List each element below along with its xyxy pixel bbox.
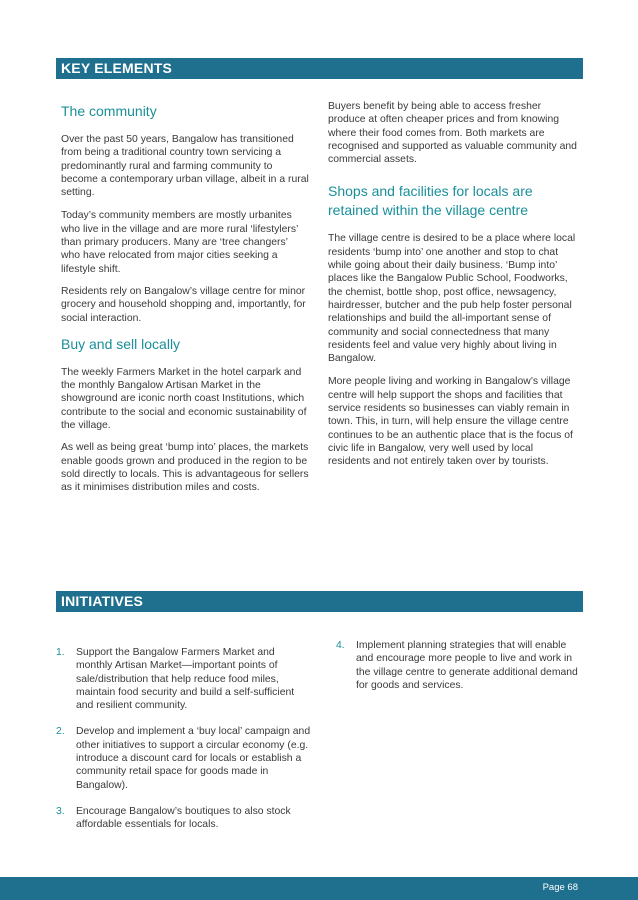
initiatives-list-right [336, 639, 582, 692]
initiative-item [336, 639, 582, 692]
initiative-number: 4. [336, 640, 345, 651]
initiative-item [56, 646, 312, 712]
community-heading: The community [61, 103, 157, 119]
shops-paragraph-1: The village centre is desired to be a place where local residents ‘bump into’ one another and stop to chat while going about their daily business. ‘Bump into’ places like the Bangalow Public School, Foodworks, the chemist, bottle shop, post office, newsagency, hairdresser, butcher and the pub help foster personal relationships and build the all-important sense of community and social connectedness that many residents feel and value very highly about living in Bangalow. [328, 233, 576, 365]
shops-heading: Shops and facilities for locals are retained within the village centre [328, 183, 533, 219]
initiative-text: Implement planning strategies that will enable and encourage more people to live and work in the village centre to generate additional demand for goods and services. [356, 640, 578, 691]
shops-paragraph-2: More people living and working in Bangalow’s village centre will help support the shops and facilities that service residents so businesses can viably remain in town. This, in turn, will help ensure the village centre continues to be an authentic place that is the focus of civic life in Bangalow, very well used by local residents and not entirely taken over by tourists. [328, 376, 573, 468]
initiative-item [56, 725, 312, 791]
initiative-text: Develop and implement a ‘buy local’ campaign and other initiatives to support a circular economy (e.g. introduce a discount card for locals or establish a community retail space for goods made in Bangalow). [76, 726, 311, 791]
initiatives-title: INITIATIVES [61, 593, 144, 609]
right-column [328, 100, 578, 479]
buy-sell-paragraph-1: The weekly Farmers Market in the hotel carpark and the monthly Bangalow Artisan Market in the showground are iconic north coast Institutions, which contribute to the social and economic sustainability of the village. [61, 366, 307, 432]
key-elements-banner [56, 58, 583, 79]
initiative-number: 2. [56, 726, 65, 738]
buyers-paragraph: Buyers benefit by being able to access fresher produce at often cheaper prices and from knowing where their food comes from. Both markets are recognised and supported as valuable community and commercial assets. [328, 101, 577, 166]
initiative-text: Support the Bangalow Farmers Market and monthly Artisan Market—important points of sale/distribution that help reduce food miles, maintain food security and build a self-sufficient and resilient community. [76, 647, 295, 712]
page-number: Page 68 [542, 882, 578, 893]
initiatives-list-left [56, 646, 312, 832]
buy-sell-heading: Buy and sell locally [61, 335, 181, 352]
key-elements-title: KEY ELEMENTS [61, 60, 173, 76]
initiatives-banner [56, 591, 583, 612]
initiative-number: 3. [56, 805, 65, 817]
initiative-item [56, 805, 312, 832]
buy-sell-paragraph-2: As well as being great ‘bump into’ places, the markets enable goods grown and produced in the region to be sold directly to locals. This is advantageous for sellers as it minimises distribution miles and costs. [61, 442, 309, 494]
initiative-number: 1. [56, 647, 65, 658]
community-paragraph-1: Over the past 50 years, Bangalow has transitioned from being a traditional country town servicing a predominantly rural and farming community to become a contemporary urban village, albeit in a rural setting. [61, 134, 309, 199]
left-column [61, 102, 309, 505]
community-paragraph-3: Residents rely on Bangalow’s village centre for minor grocery and household shopping and, importantly, for social interaction. [61, 285, 306, 324]
community-paragraph-2: Today’s community members are mostly urbanites who live in the village and are more rural ‘lifestylers’ than primary producers. Many are ‘tree changers’ who have relocated from major cities seeking a lifestyle shift. [61, 210, 298, 275]
page-footer [0, 877, 638, 900]
initiative-text: Encourage Bangalow’s boutiques to also stock affordable essentials for locals. [76, 805, 291, 831]
